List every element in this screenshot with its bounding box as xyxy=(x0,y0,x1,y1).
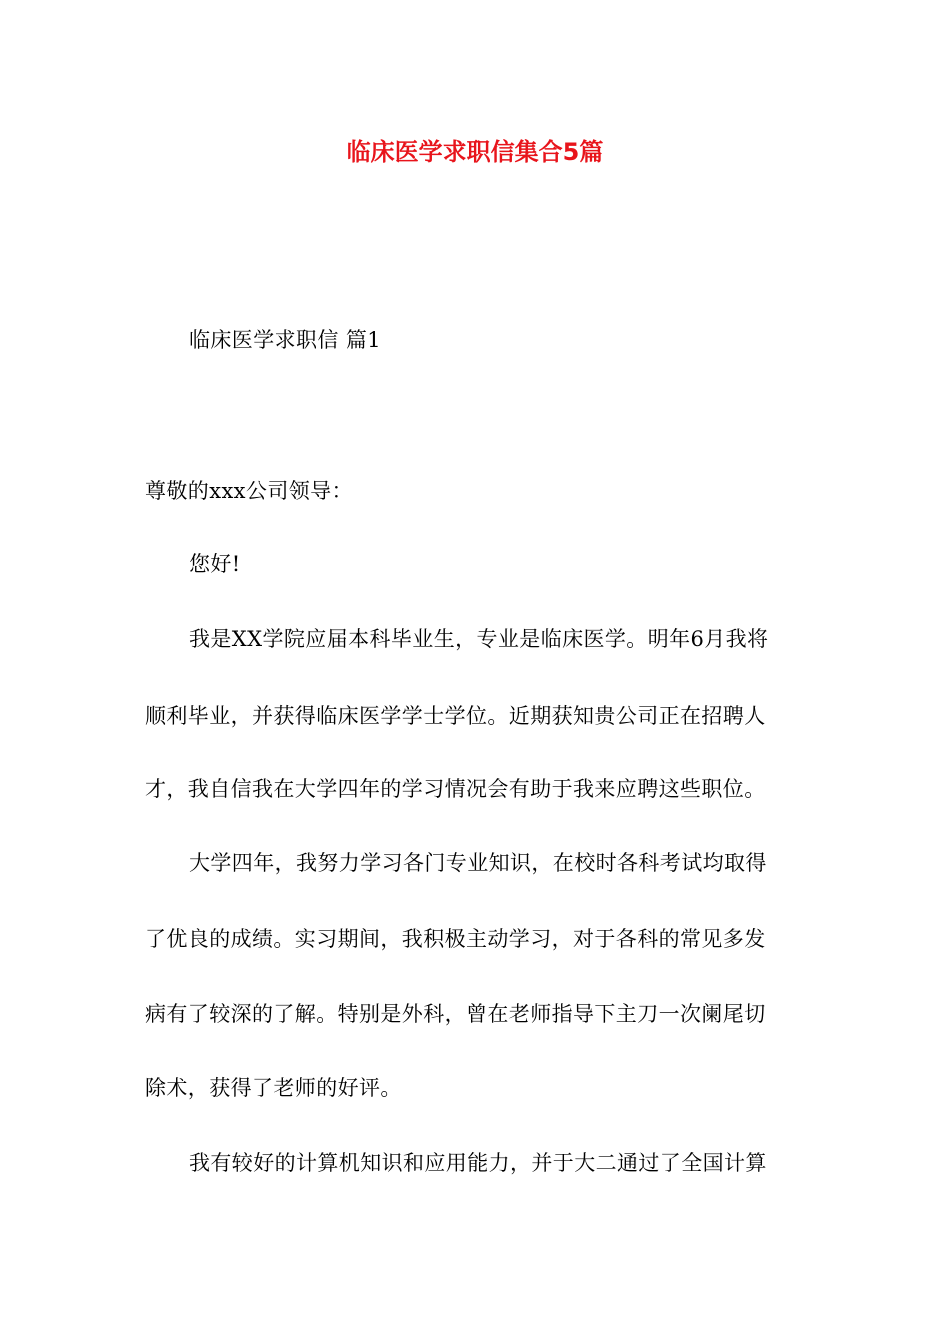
paragraph-line: 我是XX学院应届本科毕业生，专业是临床医学。明年6月我将 xyxy=(189,627,769,651)
paragraph-line: 我有较好的计算机知识和应用能力，并于大二通过了全国计算 xyxy=(189,1151,767,1175)
paragraph-line: 大学四年，我努力学习各门专业知识，在校时各科考试均取得 xyxy=(189,851,767,875)
paragraph-line: 了优良的成绩。实习期间，我积极主动学习，对于各科的常见多发 xyxy=(145,927,766,951)
paragraph-line: 病有了较深的了解。特别是外科，曾在老师指导下主刀一次阑尾切 xyxy=(145,1002,766,1026)
paragraph-line: 顺利毕业，并获得临床医学学士学位。近期获知贵公司正在招聘人 xyxy=(145,704,766,728)
greeting: 您好! xyxy=(189,552,241,576)
section-heading: 临床医学求职信 篇1 xyxy=(189,328,382,352)
document-title: 临床医学求职信集合5篇 xyxy=(346,138,604,166)
paragraph-line: 除术，获得了老师的好评。 xyxy=(145,1076,402,1100)
paragraph-line: 才，我自信我在大学四年的学习情况会有助于我来应聘这些职位。 xyxy=(145,777,766,801)
salutation: 尊敬的xxx公司领导： xyxy=(145,479,353,503)
